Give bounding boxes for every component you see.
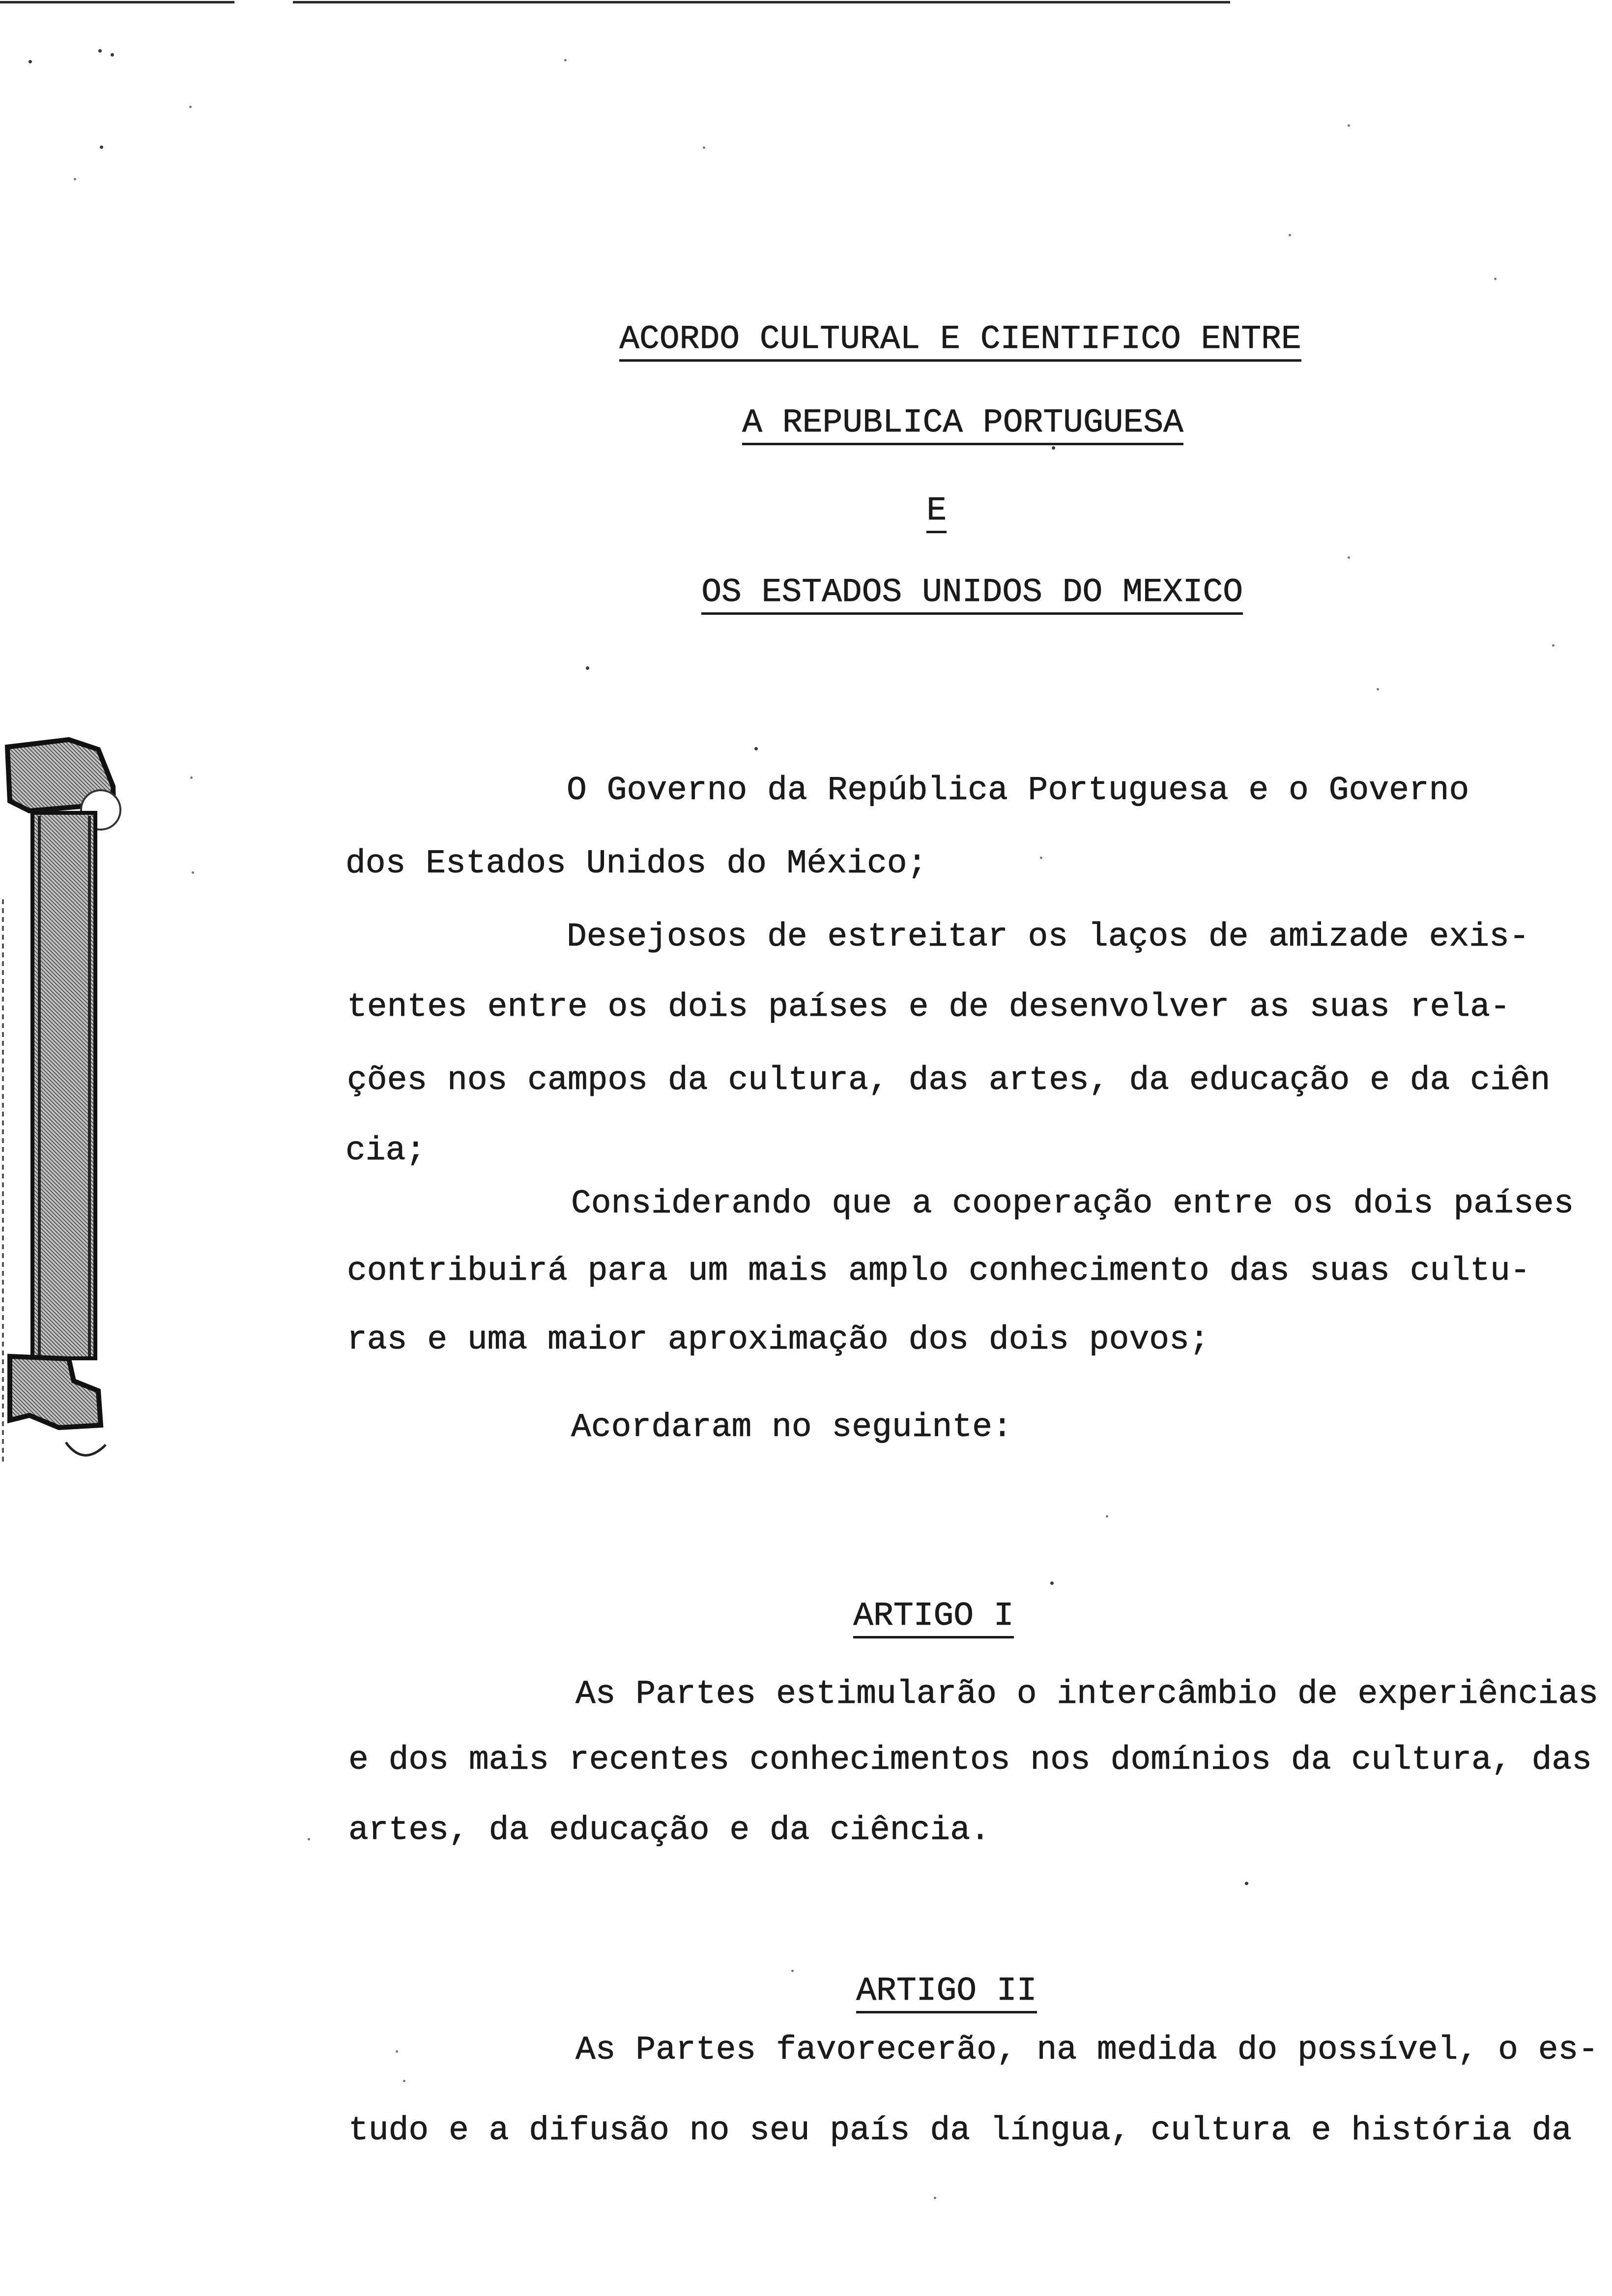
scan-speck bbox=[1050, 1581, 1054, 1585]
scan-speck bbox=[111, 53, 114, 57]
scan-speck bbox=[1040, 857, 1042, 859]
preamble-line: O Governo da República Portuguesa e o Governo bbox=[567, 772, 1469, 809]
scan-speck bbox=[1348, 124, 1350, 127]
article-text-line: artes, da educação e da ciência. bbox=[348, 1811, 990, 1849]
preamble-line: ções nos campos da cultura, das artes, da educação e da ciên bbox=[347, 1062, 1551, 1099]
scan-speck bbox=[189, 106, 192, 108]
article-text-line: As Partes estimularão o intercâmbio de experiências bbox=[576, 1675, 1599, 1713]
title-text: OS ESTADOS UNIDOS DO MEXICO bbox=[701, 575, 1243, 615]
scan-speck bbox=[192, 871, 194, 874]
preamble-line: dos Estados Unidos do México; bbox=[345, 845, 927, 883]
scan-speck bbox=[1377, 688, 1379, 690]
scan-speck bbox=[564, 59, 567, 61]
scan-edge-line bbox=[293, 1, 1230, 3]
title-text: ACORDO CULTURAL E CIENTIFICO ENTRE bbox=[619, 322, 1301, 362]
scan-speck bbox=[396, 2050, 398, 2053]
scan-edge-line bbox=[0, 1, 234, 3]
scan-speck bbox=[934, 2197, 936, 2199]
preamble-line: ras e uma maior aproximação dos dois povos; bbox=[347, 1321, 1209, 1359]
preamble-line: Considerando que a cooperação entre os dois países bbox=[571, 1185, 1574, 1223]
scan-speck bbox=[586, 666, 589, 670]
preamble-line: Acordaram no seguinte: bbox=[571, 1408, 1012, 1446]
scan-speck bbox=[98, 49, 102, 53]
scan-speck bbox=[100, 145, 103, 149]
article-heading-text: ARTIGO II bbox=[856, 1974, 1036, 2013]
article-heading-text: ARTIGO I bbox=[853, 1599, 1013, 1638]
scan-speck bbox=[308, 1838, 310, 1840]
scan-speck bbox=[1106, 1515, 1108, 1518]
article-text-line: As Partes favorecerão, na medida do possível, o es- bbox=[576, 2031, 1599, 2069]
scan-speck bbox=[403, 2080, 405, 2082]
article-text-line: tudo e a difusão no seu país da língua, cultura e história da bbox=[348, 2112, 1572, 2150]
title-text: A REPUBLICA PORTUGUESA bbox=[742, 405, 1183, 445]
scan-speck bbox=[74, 178, 76, 180]
scan-speck bbox=[29, 60, 32, 63]
scan-speck bbox=[190, 776, 193, 779]
scan-speck bbox=[1552, 644, 1554, 647]
preamble-line: tentes entre os dois países e de desenvolver as suas rela- bbox=[347, 988, 1510, 1026]
scan-speck bbox=[1494, 278, 1497, 280]
article-heading bbox=[773, 1557, 1014, 1678]
title-line bbox=[621, 534, 1243, 654]
scan-speck bbox=[1289, 234, 1291, 236]
title-text: E bbox=[926, 493, 947, 533]
article-text-line: e dos mais recentes conhecimentos nos domínios da cultura, das bbox=[348, 1741, 1592, 1779]
preamble-line: cia; bbox=[345, 1132, 426, 1170]
preamble-line: Desejosos de estreitar os laços de amizade exis- bbox=[567, 918, 1529, 956]
binder-clip bbox=[0, 727, 128, 1474]
scan-speck bbox=[1245, 1882, 1248, 1885]
scan-speck bbox=[1348, 556, 1350, 559]
preamble-line: contribuirá para um mais amplo conhecimento das suas cultu- bbox=[347, 1252, 1530, 1290]
scan-speck bbox=[703, 146, 705, 149]
scan-speck bbox=[754, 747, 758, 750]
